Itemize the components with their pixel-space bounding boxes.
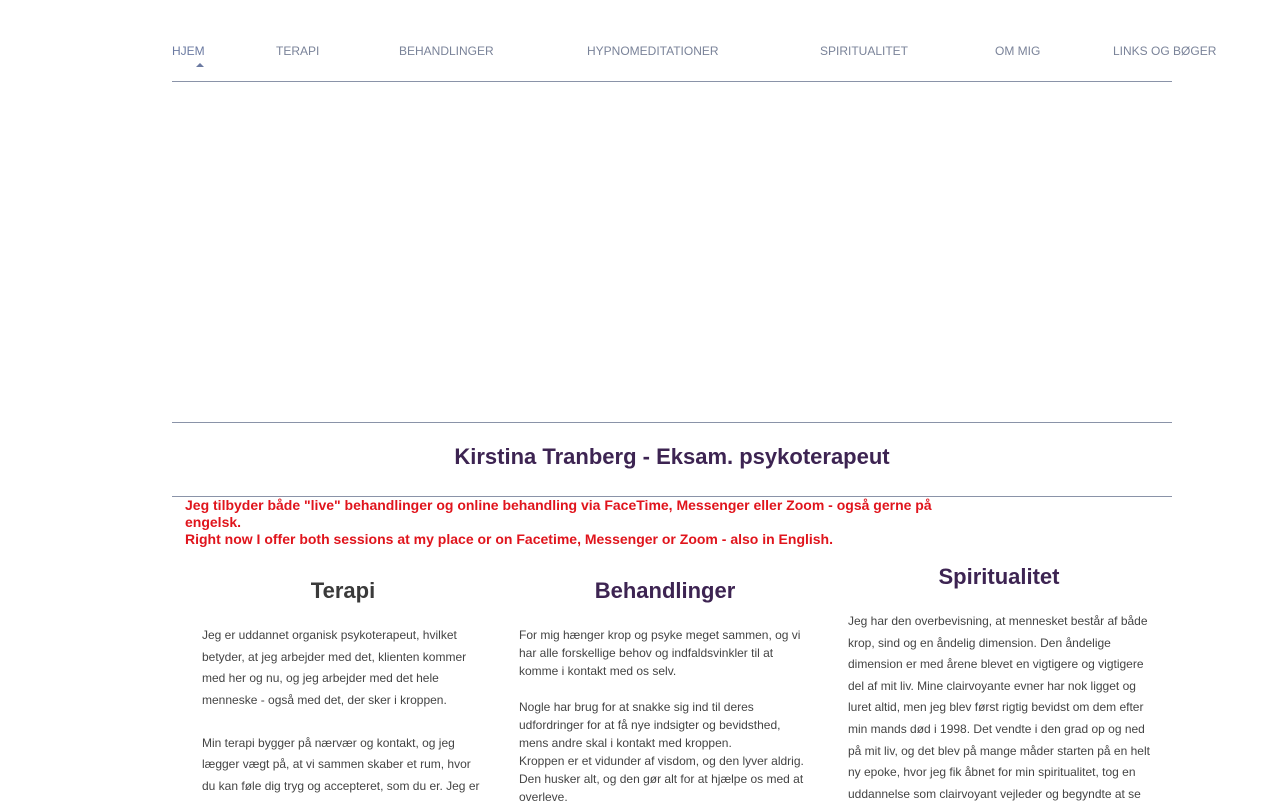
hero-divider: [172, 422, 1172, 423]
spiritualitet-paragraph-1: Jeg har den overbevisning, at mennesket består af både krop, sind og en åndelig dimension. Den åndelige dimension er med årene blevet en vigtigere og vigtigere del af mit liv. Mine clairvoyante evner har nok ligget og luret altid, men jeg blev først rigtig bevidst om dem efter min mands død i 1998. Det vendte i den grad op og ned på mit liv, og det blev på mange måder starten på en helt ny epoke, hvor jeg fik åbnet for min spiritualitet, tog en uddannelse som clairvoyant vejleder og begyndte at se: [848, 614, 1150, 801]
behandlinger-heading: Behandlinger: [594, 578, 736, 603]
behandlinger-paragraph-2: Nogle har brug for at snakke sig ind til deres udfordringer for at få nye indsigter og bevidsthed, mens andre skal i kontakt med kroppen.: [519, 700, 781, 750]
spiritualitet-heading: Spiritualitet: [938, 564, 1060, 589]
page-title: Kirstina Tranberg - Eksam. psykoterapeut: [454, 444, 890, 469]
terapi-paragraph-1: Jeg er uddannet organisk psykoterapeut, hvilket betyder, at jeg arbejder med det, klienten kommer med her og nu, og jeg arbejder med det hele menneske - også med det, der sker i kroppen.: [202, 628, 467, 707]
spiritualitet-text: [848, 611, 1156, 805]
terapi-text: [202, 625, 484, 797]
notice-english: Right now I offer both sessions at my place or on Facetime, Messenger or Zoom - also in English.: [185, 531, 833, 547]
hero-image-area: [172, 83, 1172, 421]
nav-divider: [172, 81, 1172, 82]
terapi-paragraph-2: Min terapi bygger på nærvær og kontakt, og jeg lægger vægt på, at vi sammen skaber et rum, hvor du kan føle dig tryg og accepteret, som du er. Jeg er: [202, 735, 480, 793]
notice-banner: [185, 497, 955, 548]
nav-item-om-mig[interactable]: OM MIG: [995, 44, 1041, 58]
behandlinger-paragraph-1: For mig hænger krop og psyke meget sammen, og vi har alle forskellige behov og indfaldsvinkler til at komme i kontakt med os selv.: [519, 628, 801, 678]
nav-item-hypnomeditationer[interactable]: HYPNOMEDITATIONER: [587, 44, 719, 58]
nav-item-terapi[interactable]: TERAPI: [276, 44, 320, 58]
behandlinger-text: [519, 626, 811, 806]
behandlinger-paragraph-3: Kroppen er et vidunder af visdom, og den lyver aldrig. Den husker alt, og den gør alt for at hjælpe os med at overleve.: [519, 754, 804, 804]
main-navigation: [0, 0, 1280, 82]
active-indicator-icon: [196, 63, 204, 67]
nav-item-spiritualitet[interactable]: SPIRITUALITET: [820, 44, 909, 58]
nav-item-behandlinger[interactable]: BEHANDLINGER: [399, 44, 494, 58]
terapi-heading: Terapi: [310, 578, 376, 603]
notice-danish: Jeg tilbyder både "live" behandlinger og online behandling via FaceTime, Messenger eller Zoom - også gerne på engelsk.: [185, 497, 932, 530]
nav-item-hjem[interactable]: HJEM: [172, 44, 205, 58]
nav-item-links-og-boger[interactable]: LINKS OG BØGER: [1113, 44, 1217, 58]
